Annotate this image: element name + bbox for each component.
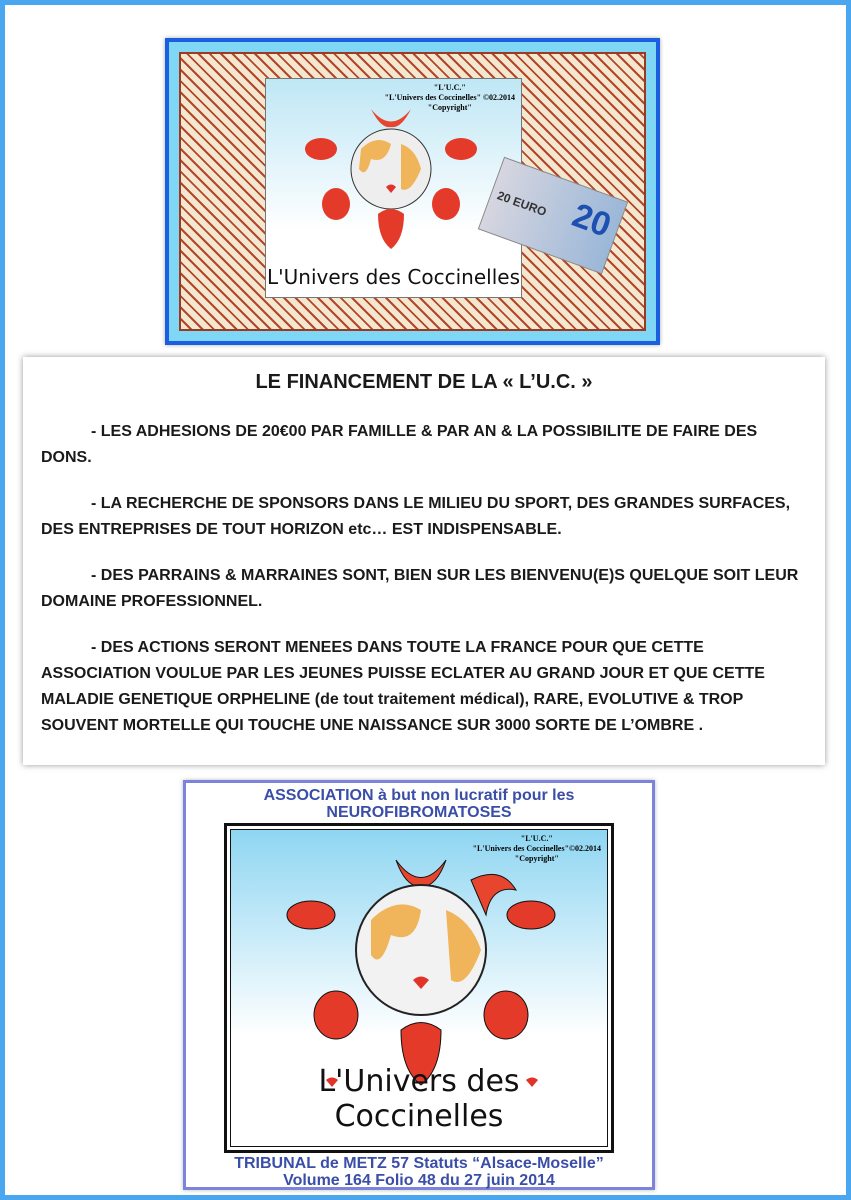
association-poster (183, 780, 655, 1190)
association-registration: TRIBUNAL de METZ 57 Statuts “Alsace-Moselle” (234, 1155, 604, 1172)
paragraph-sponsors: - LA RECHERCHE DE SPONSORS DANS LE MILIEU DU SPORT, DES GRANDES SURFACES, DES ENTREPRISES DE TOUT HORIZON etc… EST INDISPENSABLE. (41, 495, 791, 538)
photo-banner (165, 38, 660, 345)
logo-card (265, 78, 522, 298)
financing-title: LE FINANCEMENT DE LA « L’U.C. » (255, 371, 593, 393)
banknote-value: 20 (567, 196, 616, 245)
association-header-disease: NEUROFIBROMATOSES (326, 804, 512, 821)
copyright-line: "L'U.C." (433, 83, 466, 92)
copyright-line: "L'U.C." (520, 834, 553, 843)
association-volume-folio: Volume 164 Folio 48 du 27 juin 2014 (283, 1172, 555, 1189)
paragraph-actions: - DES ACTIONS SERONT MENEES DANS TOUTE LA FRANCE POUR QUE CETTE ASSOCIATION VOULUE PAR LES JEUNES PUISSE ECLATER AU GRAND JOUR ET QUE CETTE MALADIE GENETIQUE ORPHELINE (de tout traitement médical), RARE, EVOLUTIVE & TROP SOUVENT MORTELLE QUI TOUCHE UNE NAISSANCE SUR 3000 SORTE DE L’OMBRE . (41, 639, 765, 734)
paragraph-membership: - LES ADHESIONS DE 20€00 PAR FAMILLE & PAR AN & LA POSSIBILITE DE FAIRE DES DONS. (41, 423, 758, 466)
copyright-line: "Copyright" (427, 103, 472, 112)
copyright-line: "L'Univers des Coccinelles" ©02.2014 (384, 93, 515, 102)
banknote-label: 20 EURO (495, 188, 549, 219)
copyright-line: "L'Univers des Coccinelles"©02.2014 (472, 844, 601, 853)
brand-logo-text: L'Univers des Coccinelles (267, 265, 520, 289)
globe-ladybugs-illustration (266, 89, 521, 269)
copyright-line: "Copyright" (514, 854, 559, 863)
globe-ladybugs-illustration (231, 840, 611, 1100)
paragraph-godparents: - DES PARRAINS & MARRAINES SONT, BIEN SUR LES BIENVENU(E)S QUELQUE SOIT LEUR DOMAINE PROFESSIONNEL. (41, 567, 799, 610)
financing-section (23, 357, 825, 765)
brand-logo-text: L'Univers des Coccinelles (318, 1064, 520, 1134)
association-header: ASSOCIATION à but non lucratif pour les (263, 787, 575, 804)
association-logo (224, 823, 614, 1153)
